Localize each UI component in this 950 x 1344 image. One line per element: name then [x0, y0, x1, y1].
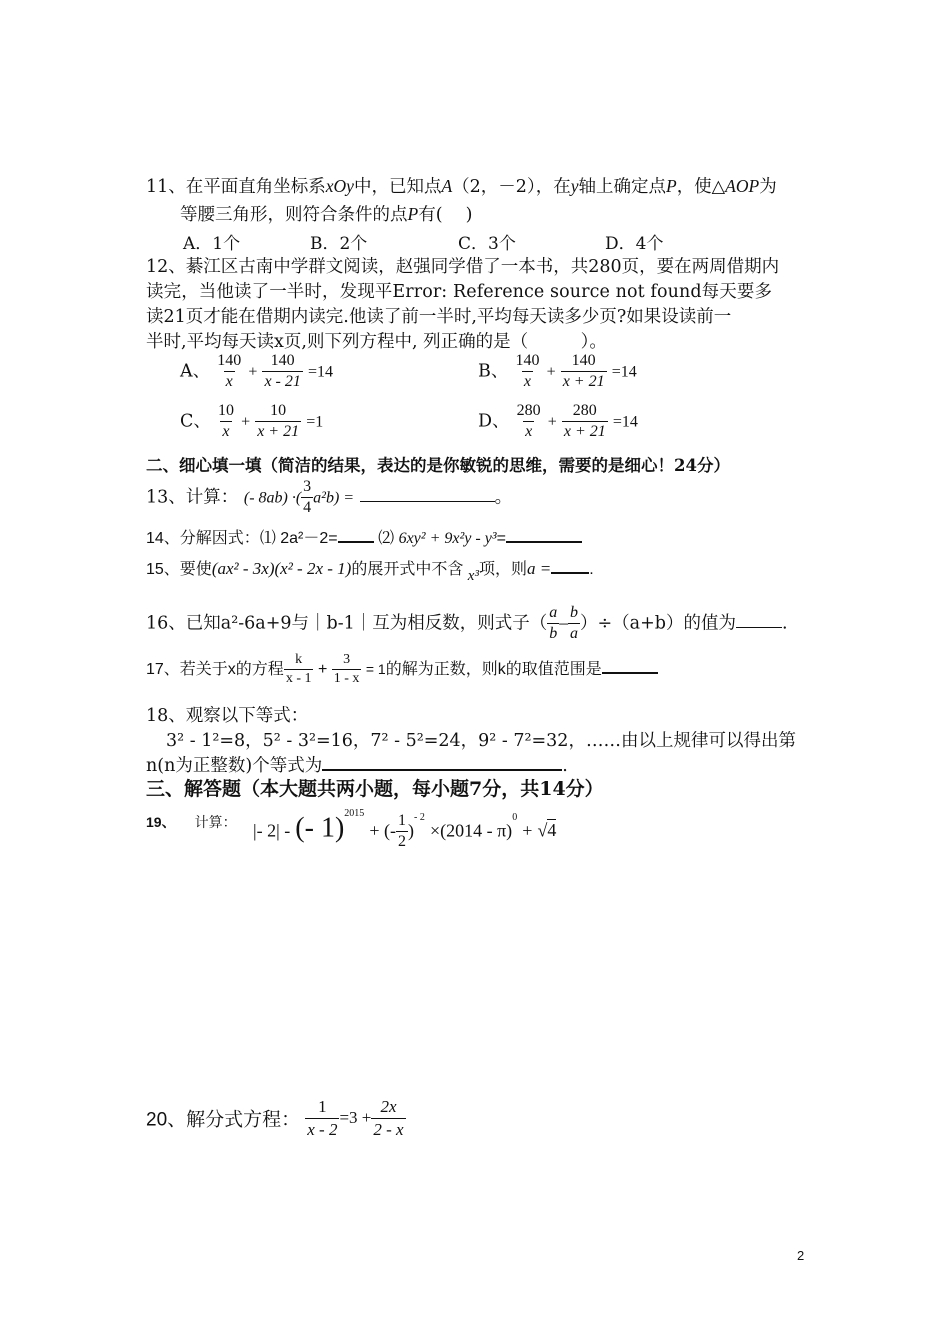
q11-text: 等腰三角形，则符合条件的点 — [180, 205, 408, 225]
fraction — [216, 402, 236, 442]
denominator: x - 1 — [285, 671, 312, 687]
operator: + — [248, 363, 258, 381]
numerator: 3 — [343, 652, 351, 667]
q16 — [146, 604, 788, 644]
option-label: B、 — [478, 361, 509, 382]
numerator: 10 — [217, 402, 234, 419]
q18-label: 18、观察以下等式： — [146, 706, 309, 726]
q11-point-a: A — [441, 176, 453, 196]
q12-option-d — [478, 402, 638, 442]
q14-blank-1[interactable] — [338, 541, 374, 543]
denominator: b — [549, 625, 558, 643]
section-3-heading: 三、解答题（本大题共两小题，每小题7分，共14分） — [146, 778, 604, 800]
numerator: k — [295, 652, 303, 667]
numerator: 140 — [217, 352, 242, 369]
q17-label: 17、若关于x的方程 — [146, 660, 284, 678]
q11-point-p: P — [407, 204, 419, 224]
q16-answer-blank[interactable] — [736, 627, 782, 628]
fraction — [371, 1097, 405, 1139]
q14-expr: 6xy² + 9x²y - y³ — [398, 530, 497, 547]
q11-text: 轴上确定点 — [578, 177, 666, 197]
q13-expr: a²b) = — [313, 489, 355, 507]
numerator: 140 — [571, 352, 596, 369]
fraction — [262, 352, 302, 392]
q13 — [146, 478, 512, 518]
q11-text: 为 — [759, 177, 777, 197]
q15-term: x³ — [467, 568, 479, 584]
q18-end: . — [562, 756, 568, 776]
option-label: C、 — [180, 411, 211, 432]
q19-expression: |- 2| - (- 1)$^{2015}$ + (- $\frac{1}{2}$ )$^{- 2}$ ×(2014 - π)$^0$ + √4 — [253, 808, 557, 851]
q14-part1: ⑴ 2a²－2= — [259, 530, 338, 547]
denominator: x + 21 — [257, 423, 300, 441]
q11-text: 中，已知点 — [353, 177, 442, 197]
fraction — [561, 352, 607, 392]
q16-end: . — [781, 613, 788, 634]
q13-label: 13、计算： — [146, 487, 239, 508]
numerator: b — [570, 604, 578, 621]
q16-text: ）÷（a+b）的值为 — [580, 613, 736, 634]
numerator: 140 — [515, 352, 540, 369]
rhs: =14 — [611, 363, 637, 381]
fraction — [301, 478, 313, 518]
q17-text: 的解为正数，则k的取值范围是 — [385, 660, 602, 678]
q13-answer-blank[interactable] — [360, 501, 495, 502]
q11-option-b: B．2个 — [310, 234, 368, 254]
numerator: 1 — [398, 812, 407, 829]
fraction — [547, 604, 559, 644]
q12-line2: 读完，当他读了一半时，发现平Error: Reference source not found每天要多 — [146, 282, 773, 302]
fraction — [396, 812, 408, 852]
q18-text: n(n为正整数)个等式为 — [146, 756, 323, 776]
q12-option-c — [180, 402, 323, 442]
q20 — [146, 1097, 406, 1139]
section-2-heading: 二、细心填一填（简洁的结果，表达的是你敏锐的思维，需要的是细心！24分） — [146, 456, 730, 475]
q19-label: 19、 — [146, 814, 176, 830]
q11-text: 11、在平面直角坐标系 — [146, 177, 326, 197]
q14-eq: = — [496, 530, 506, 547]
fraction — [332, 652, 362, 687]
fraction — [305, 1097, 339, 1139]
q11-text: ，使△ — [676, 177, 726, 197]
q19 — [146, 812, 237, 832]
numerator: 280 — [516, 402, 541, 419]
fraction — [562, 402, 608, 442]
sqrt-icon: √ — [537, 820, 548, 841]
fraction — [255, 402, 301, 442]
numerator: 1 — [318, 1097, 327, 1116]
q19-paren: (- 1) — [295, 812, 345, 844]
q13-expr: (- 8ab) ·( — [243, 489, 302, 507]
q14 — [146, 525, 582, 548]
q12-line4: 半时,平均每天读x页,则下列方程中, 列正确的是（ ）。 — [146, 332, 607, 352]
q11-option-d: D．4个 — [605, 234, 664, 254]
q11-line2 — [180, 201, 472, 226]
q17-eq: = 1 — [365, 660, 386, 677]
q11-aop: AOP — [725, 176, 760, 196]
denominator: x — [523, 373, 532, 391]
denominator: a — [570, 625, 578, 643]
operator: + — [317, 660, 328, 678]
numerator: 140 — [270, 352, 295, 369]
q20-eq: =3 + — [339, 1108, 372, 1128]
q11-xoy: xOy — [325, 176, 354, 196]
denominator: x — [525, 423, 533, 441]
rhs: =1 — [306, 413, 324, 431]
q12-line3: 读21页才能在借期内读完.他读了前一半时,平均每天读多少页?如果设读前一 — [146, 307, 732, 327]
numerator: a — [549, 604, 558, 621]
q17 — [146, 652, 658, 687]
operator: + — [241, 413, 251, 431]
q11-option-a: A．1个 — [183, 234, 241, 254]
denominator: 2 - x — [373, 1119, 404, 1139]
q15-expr: (ax² - 3x)(x² - 2x - 1) — [211, 559, 352, 578]
q12-line1: 12、綦江区古南中学群文阅读，赵强同学借了一本书，共280页，要在两周借期内 — [146, 257, 780, 277]
q14-part2-label: ⑵ — [378, 530, 395, 547]
denominator: x + 21 — [563, 423, 606, 441]
q15-label: 15、要使 — [146, 561, 212, 578]
q19-exponent: 2015 — [344, 808, 365, 820]
denominator: 1 - x — [333, 671, 360, 687]
q11-text: 有( ) — [418, 205, 473, 225]
q19-sqrt-value: 4 — [547, 820, 557, 841]
q12-option-a — [180, 352, 333, 392]
fraction — [513, 352, 541, 392]
denominator: x - 21 — [264, 373, 301, 391]
rhs: =14 — [612, 413, 638, 431]
q19-calc-label: 计算： — [194, 815, 237, 831]
q11-line1 — [146, 173, 777, 198]
q18-answer-blank[interactable] — [322, 769, 562, 771]
q19-abs: |- 2| - — [253, 820, 291, 841]
q14-label: 14、分解因式： — [146, 530, 260, 547]
q13-end: 。 — [494, 487, 513, 508]
numerator: 10 — [270, 402, 287, 419]
q12-option-b — [478, 352, 637, 392]
denominator: x + 21 — [562, 373, 605, 391]
numerator: 2x — [380, 1097, 397, 1116]
q11-option-c: C．3个 — [458, 234, 516, 254]
q16-label: 16、已知a²-6a+9与｜b-1｜互为相反数，则式子（ — [146, 613, 548, 634]
q20-label: 20、解分式方程： — [146, 1109, 301, 1131]
denominator: x - 2 — [307, 1119, 338, 1139]
q19-rest: ×(2014 - π) — [429, 820, 513, 841]
q15-end: . — [589, 561, 594, 578]
q19-plus: + (- — [369, 820, 397, 841]
fraction — [215, 352, 243, 392]
q11-coords: （2，－2），在 — [452, 177, 571, 197]
q18-line: 3² - 1²=8，5² - 3²=16，7² - 5²=24，9² - 7²=32，……由以上规律可以得出第 — [166, 731, 796, 751]
q19-plus: + — [522, 820, 533, 841]
q15-text: 的展开式中不含 — [351, 561, 464, 578]
numerator: 280 — [572, 402, 597, 419]
q19-exponent: - 2 — [414, 812, 425, 824]
q15-answer-blank[interactable] — [551, 572, 589, 574]
q14-blank-2[interactable] — [506, 541, 582, 543]
page-number: 2 — [797, 1248, 805, 1263]
denominator: 4 — [303, 499, 312, 517]
numerator: 3 — [303, 478, 312, 495]
denominator: x — [222, 423, 230, 441]
operator: – — [559, 612, 568, 633]
q15-var: a = — [526, 559, 552, 578]
q15-text: 项，则 — [478, 561, 527, 578]
q17-answer-blank[interactable] — [602, 672, 658, 674]
q11-y-axis: y — [570, 176, 579, 196]
denominator: x — [225, 373, 233, 391]
option-label: A、 — [180, 361, 211, 382]
denominator: 2 — [398, 833, 407, 851]
fraction — [284, 652, 314, 687]
option-label: D、 — [478, 411, 510, 432]
rhs: =14 — [307, 363, 334, 381]
fraction — [515, 402, 543, 442]
operator: + — [547, 413, 557, 431]
q19-exponent: 0 — [512, 812, 518, 824]
operator: + — [546, 363, 556, 381]
fraction — [568, 604, 580, 644]
q11-point-p: P — [665, 176, 677, 196]
q15 — [146, 556, 594, 584]
